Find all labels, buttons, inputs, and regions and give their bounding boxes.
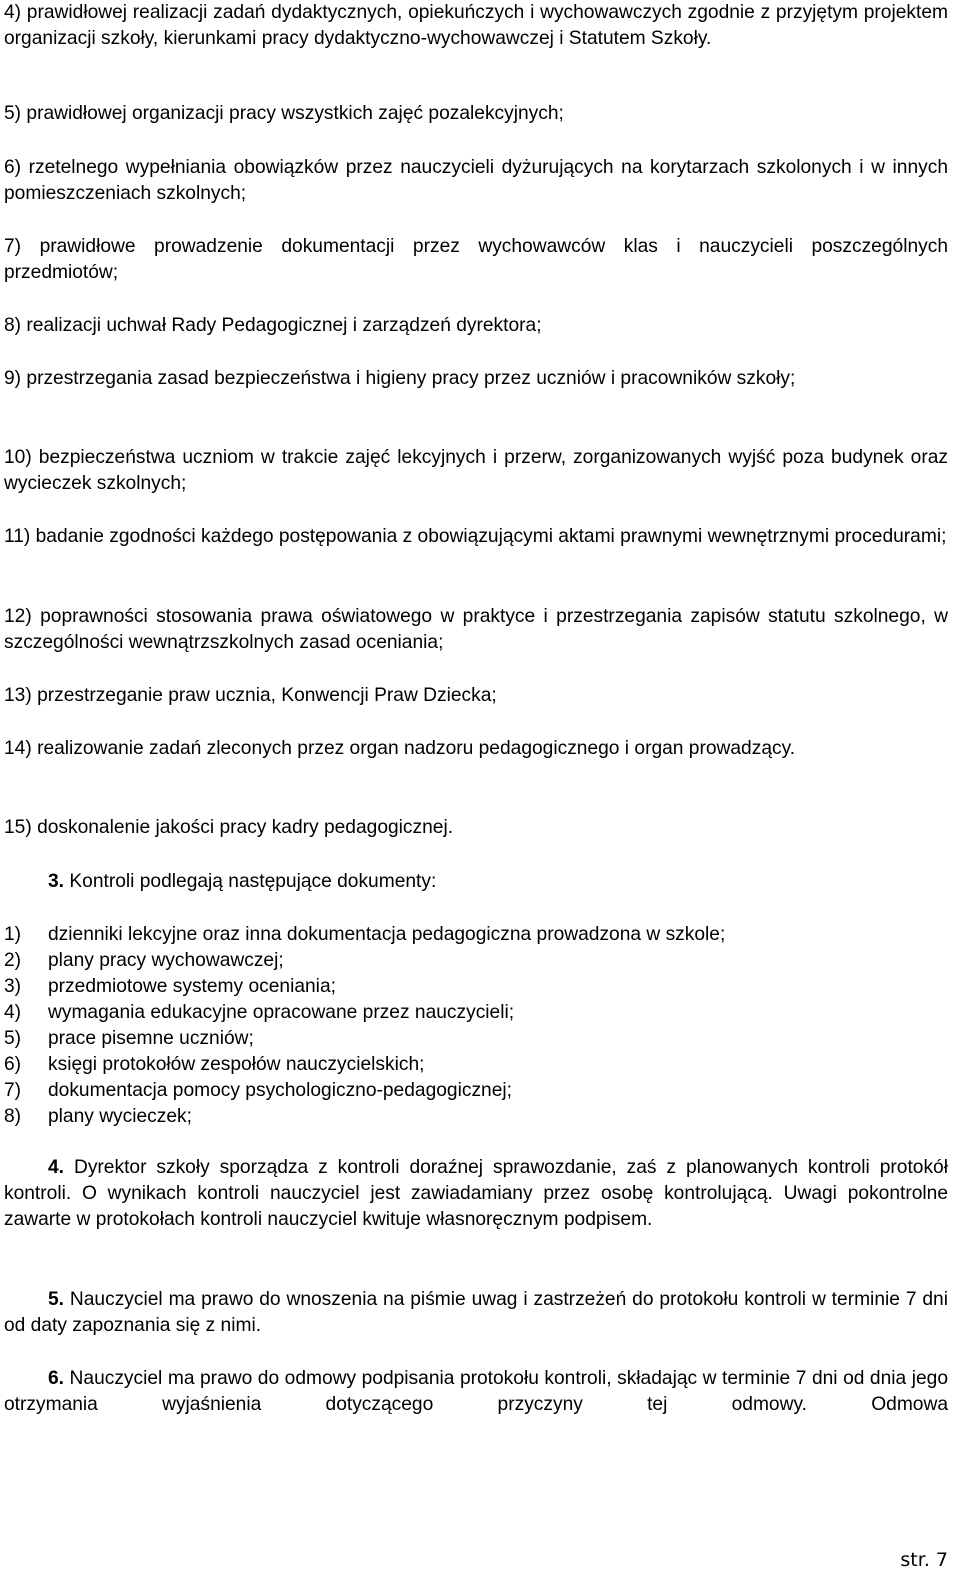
item-number: 7): [4, 1080, 22, 1101]
list-item: [4, 1000, 948, 1026]
list-item: 10) bezpieczeństwa uczniom w trakcie zajęć lekcyjnych i przerw, zorganizowanych wyjść poza budynek oraz wycieczek szkolnych;: [4, 447, 948, 494]
section-text: Nauczyciel ma prawo do odmowy podpisania protokołu kontroli, składając w terminie 7 dni od dnia jego otrzymania wyjaśnienia dotyczącego przyczyny tej odmowy. Odmowa: [4, 1368, 948, 1415]
list-item: 8) realizacji uchwał Rady Pedagogicznej i zarządzeń dyrektora;: [4, 315, 542, 336]
list-item: 6) rzetelnego wypełniania obowiązków przez nauczycieli dyżurujących na korytarzach szkolonych i w innych pomieszczeniach szkolnych;: [4, 157, 948, 204]
list-item: 4) prawidłowej realizacji zadań dydaktycznych, opiekuńczych i wychowawczych zgodnie z przyjętym projektem organizacji szkoły, kierunkami pracy dydaktyczno-wychowawczej i Statutem Szkoły.: [4, 2, 948, 49]
item-text: plany pracy wychowawczej;: [48, 950, 284, 971]
item-number: 3): [4, 976, 22, 997]
item-text: przedmiotowe systemy oceniania;: [48, 976, 336, 997]
list-item: 14) realizowanie zadań zleconych przez organ nadzoru pedagogicznego i organ prowadzący.: [4, 738, 796, 759]
list-item: [4, 1104, 948, 1130]
list-item: 11) badanie zgodności każdego postępowania z obowiązującymi aktami prawnymi wewnętrznymi procedurami;: [4, 526, 947, 547]
list-item: 7) prawidłowe prowadzenie dokumentacji przez wychowawców klas i nauczycieli poszczególnych przedmiotów;: [4, 236, 948, 283]
list-item: [4, 948, 948, 974]
item-number: 4): [4, 1002, 22, 1023]
list-item: 9) przestrzegania zasad bezpieczeństwa i higieny pracy przez uczniów i pracowników szkoły;: [4, 368, 796, 389]
item-number: 1): [4, 924, 22, 945]
section-3-heading: [4, 869, 948, 895]
section-text: Kontroli podlegają następujące dokumenty:: [69, 871, 437, 892]
item-number: 5): [4, 1028, 22, 1049]
section-number: 4.: [48, 1157, 65, 1178]
list-item: 12) poprawności stosowania prawa oświatowego w praktyce i przestrzegania zapisów statutu szkolnego, w szczególności wewnątrzszkolnych zasad oceniania;: [4, 606, 948, 653]
section-4-paragraph: [4, 1155, 948, 1233]
section-number: 6.: [48, 1368, 65, 1389]
list-item: [4, 974, 948, 1000]
list-item: [4, 922, 948, 948]
item-number: 2): [4, 950, 22, 971]
item-text: wymagania edukacyjne opracowane przez nauczycieli;: [48, 1002, 515, 1023]
section-number: 5.: [48, 1289, 65, 1310]
document-list: [4, 922, 948, 1130]
list-item: [4, 1052, 948, 1078]
item-text: plany wycieczek;: [48, 1106, 192, 1127]
item-text: księgi protokołów zespołów nauczycielskich;: [48, 1054, 425, 1075]
section-6-paragraph: [4, 1366, 948, 1418]
item-number: 8): [4, 1106, 22, 1127]
section-text: Dyrektor szkoły sporządza z kontroli doraźnej sprawozdanie, zaś z planowanych kontroli protokół kontroli. O wynikach kontroli nauczyciel jest zawiadamiany przez osobę kontrolującą. Uwagi pokontrolne zawarte w protokołach kontroli nauczyciel kwituje własnoręcznym podpisem.: [4, 1157, 948, 1230]
list-item: [4, 1026, 948, 1052]
item-text: dzienniki lekcyjne oraz inna dokumentacja pedagogiczna prowadzona w szkole;: [48, 924, 726, 945]
list-item: 5) prawidłowej organizacji pracy wszystkich zajęć pozalekcyjnych;: [4, 103, 564, 124]
section-text: Nauczyciel ma prawo do wnoszenia na piśmie uwag i zastrzeżeń do protokołu kontroli w terminie 7 dni od daty zapoznania się z nimi.: [4, 1289, 948, 1336]
item-number: 6): [4, 1054, 22, 1075]
item-text: prace pisemne uczniów;: [48, 1028, 254, 1049]
list-item: [4, 1078, 948, 1104]
section-number: 3.: [48, 871, 65, 892]
item-text: dokumentacja pomocy psychologiczno-pedagogicznej;: [48, 1080, 512, 1101]
list-item: 13) przestrzeganie praw ucznia, Konwencji Praw Dziecka;: [4, 685, 497, 706]
page-number: str. 7: [900, 1549, 948, 1571]
list-item: 15) doskonalenie jakości pracy kadry pedagogicznej.: [4, 817, 454, 838]
section-5-paragraph: [4, 1287, 948, 1339]
